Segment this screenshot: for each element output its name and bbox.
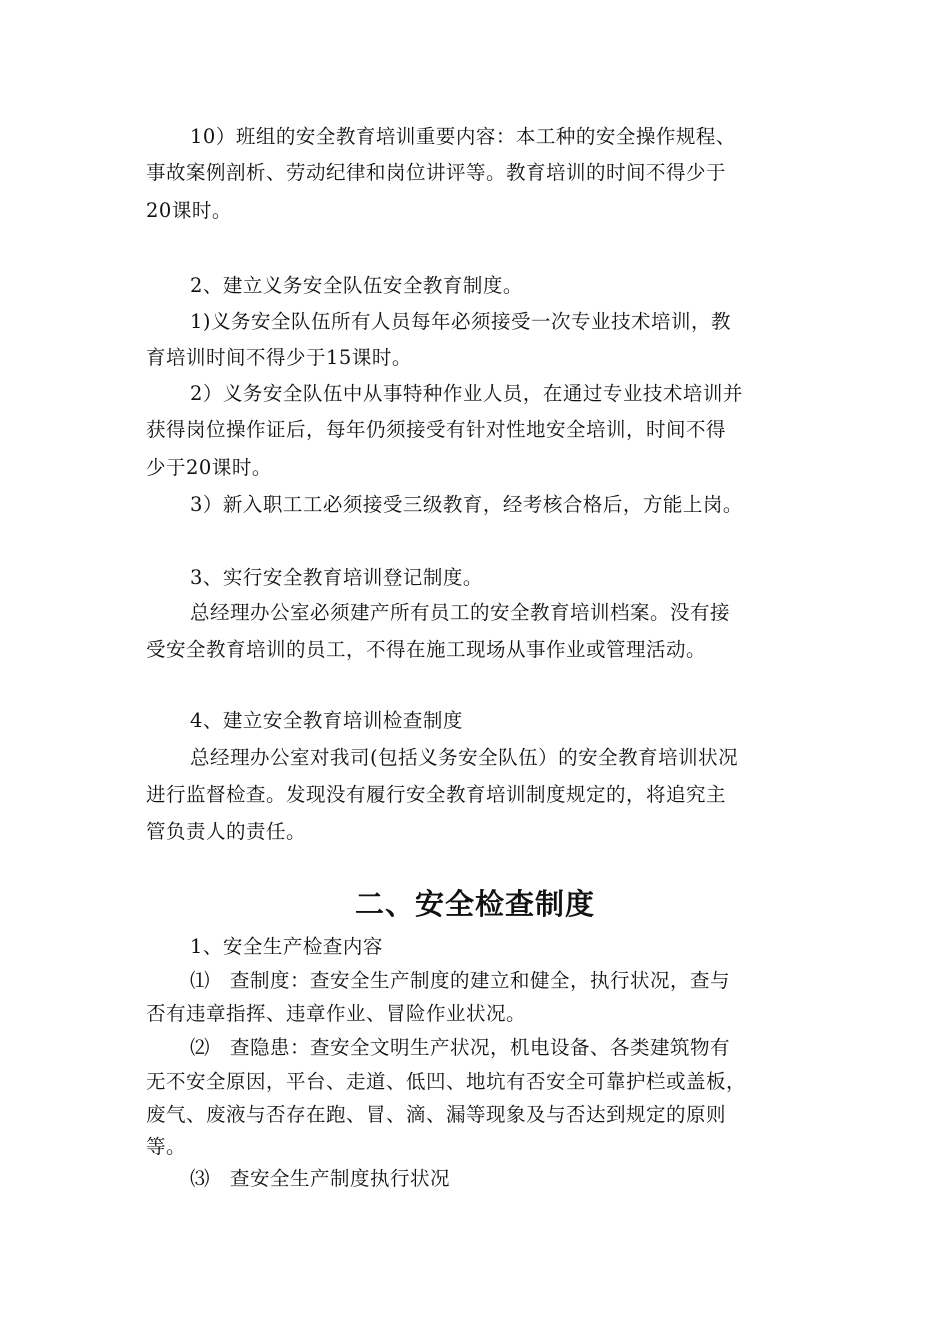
paragraph-line: 获得岗位操作证后，每年仍须接受有针对性地安全培训，时间不得 — [146, 418, 727, 441]
paragraph-line: 受安全教育培训的员工，不得在施工现场从事作业或管理活动。 — [146, 638, 707, 661]
paragraph-line: 否有违章指挥、违章作业、冒险作业状况。 — [146, 1002, 527, 1025]
paragraph-line: 3）新入职工工必须接受三级教育，经考核合格后，方能上岗。 — [190, 493, 743, 516]
paragraph-line: 进行监督检查。发现没有履行安全教育培训制度规定的，将追究主 — [146, 783, 727, 806]
paragraph-line: 总经理办公室必须建产所有员工的安全教育培训档案。没有接 — [190, 601, 731, 624]
section-heading: 二、安全检查制度 — [354, 887, 595, 921]
paragraph-line: 无不安全原因，平台、走道、低凹、地坑有否安全可靠护栏或盖板， — [146, 1070, 747, 1093]
paragraph-line: 10）班组的安全教育培训重要内容：本工种的安全操作规程、 — [190, 125, 736, 148]
paragraph-line: 管负责人的责任。 — [146, 820, 307, 843]
paragraph-line: 等。 — [146, 1135, 187, 1158]
paragraph-line: 2）义务安全队伍中从事特种作业人员，在通过专业技术培训并 — [190, 382, 743, 405]
section-subheading: 3、实行安全教育培训登记制度。 — [190, 566, 483, 589]
section-subheading: 2、建立义务安全队伍安全教育制度。 — [190, 274, 523, 297]
paragraph-line: ⑵ 查隐患：查安全文明生产状况，机电设备、各类建筑物有 — [190, 1036, 731, 1059]
paragraph-line: 育培训时间不得少于15课时。 — [146, 346, 412, 369]
section-subheading: 1、安全生产检查内容 — [190, 935, 383, 958]
paragraph-line: 少于20课时。 — [146, 456, 272, 479]
paragraph-line: ⑴ 查制度：查安全生产制度的建立和健全，执行状况，查与 — [190, 969, 731, 992]
paragraph-line: 1)义务安全队伍所有人员每年必须接受一次专业技术培训，教 — [190, 310, 732, 333]
paragraph-line: ⑶ 查安全生产制度执行状况 — [190, 1167, 451, 1190]
paragraph-line: 总经理办公室对我司(包括义务安全队伍）的安全教育培训状况 — [190, 746, 739, 769]
paragraph-line: 20课时。 — [146, 199, 232, 222]
section-subheading: 4、建立安全教育培训检查制度 — [190, 709, 463, 732]
paragraph-line: 废气、废液与否存在跑、冒、滴、漏等现象及与否达到规定的原则 — [146, 1103, 727, 1126]
paragraph-line: 事故案例剖析、劳动纪律和岗位讲评等。教育培训的时间不得少于 — [146, 161, 727, 184]
